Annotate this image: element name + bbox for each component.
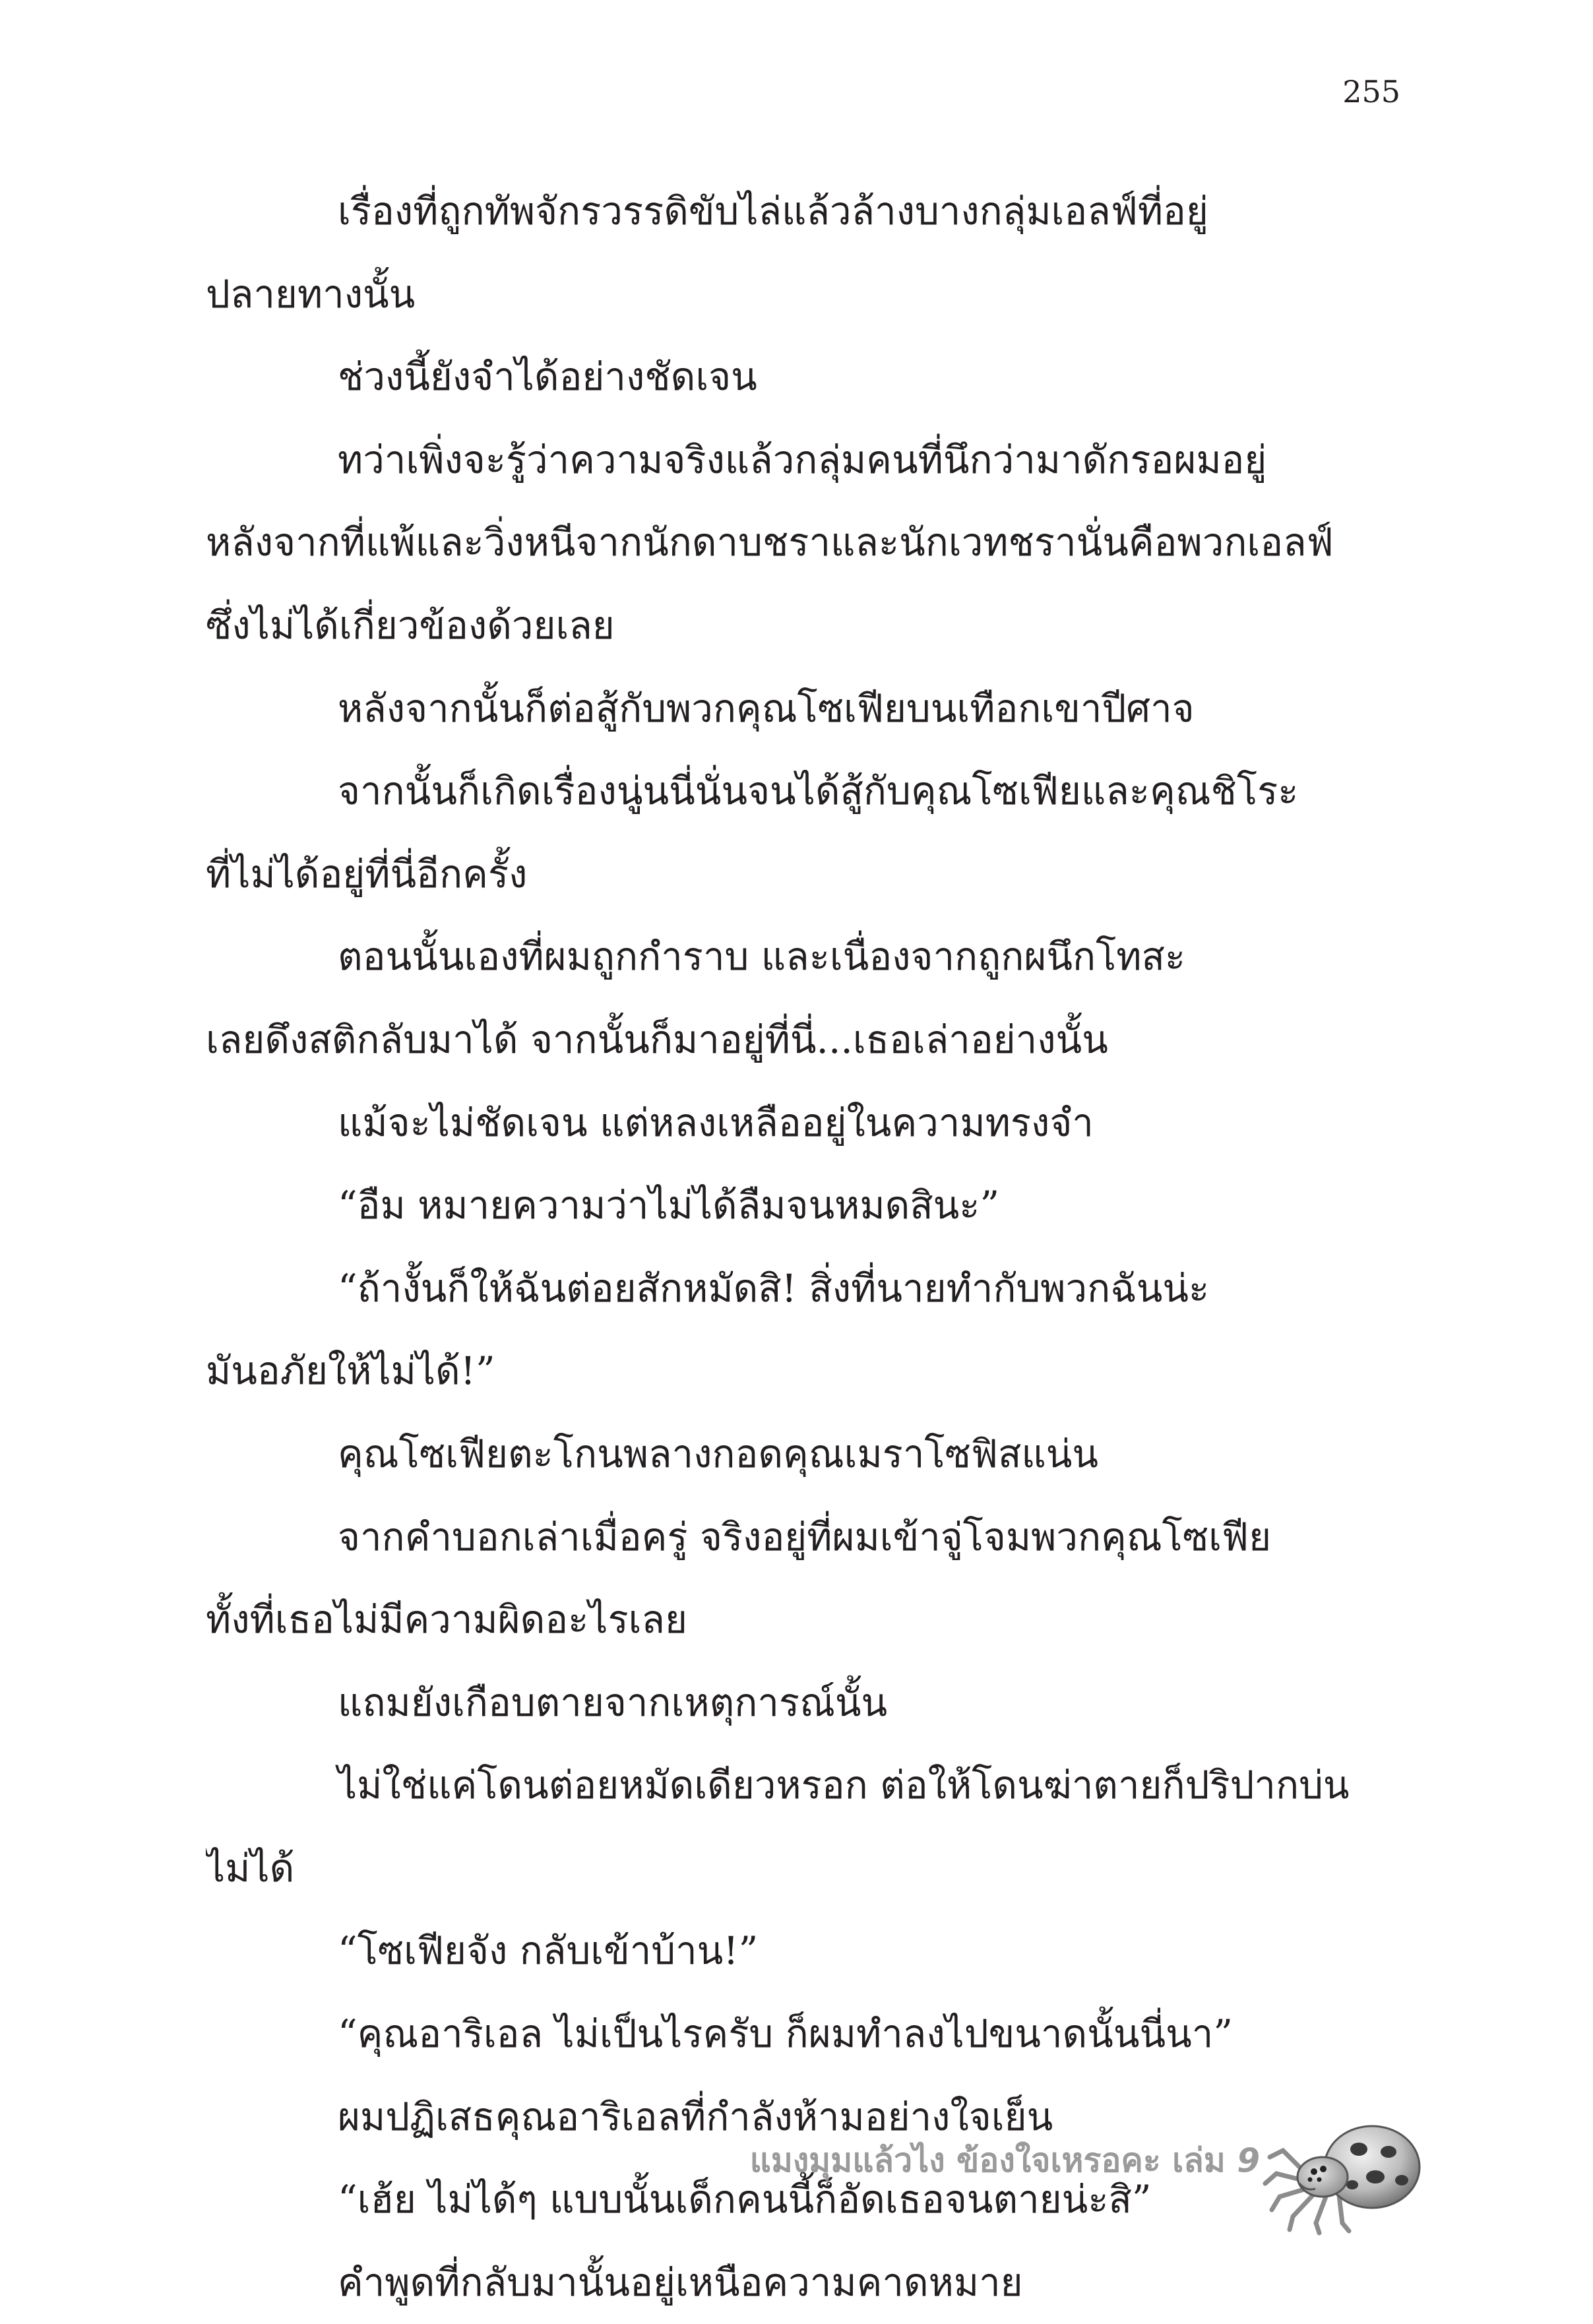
text-line: ไม่ได้ xyxy=(206,1845,295,1891)
volume-number: 9 xyxy=(1237,2141,1260,2180)
text-line: เลยดึงสติกลับมาได้ จากนั้นก็มาอยู่ที่นี่...เธอเล่าอย่างนั้น xyxy=(206,1017,1108,1062)
body-text xyxy=(206,170,1393,2324)
text-line: เรื่องที่ถูกทัพจักรวรรดิขับไล่แล้วล้างบางกลุ่มเอลฟ์ที่อยู่ xyxy=(338,189,1208,234)
text-line: แถมยังเกือบตายจากเหตุการณ์นั้น xyxy=(338,1680,888,1725)
text-line: “โซเฟียจัง กลับเข้าบ้าน!” xyxy=(338,1928,759,1974)
text-line: คุณโซเฟียตะโกนพลางกอดคุณเมราโซฟิสแน่น xyxy=(338,1431,1099,1476)
text-line: ทั้งที่เธอไม่มีความผิดอะไรเลย xyxy=(206,1597,687,1643)
text-line: แม้จะไม่ชัดเจน แต่หลงเหลืออยู่ในความทรงจำ xyxy=(338,1100,1094,1145)
text-line: หลังจากที่แพ้และวิ่งหนีจากนักดาบชราและนักเวทชรานั่นคือพวกเอลฟ์ xyxy=(206,520,1334,565)
text-line: จากนั้นก็เกิดเรื่องนู่นนี่นั่นจนได้สู้กับคุณโซเฟียและคุณชิโระ xyxy=(338,769,1299,814)
text-line: คำพูดที่กลับมานั้นอยู่เหนือความคาดหมาย xyxy=(338,2259,1023,2305)
text-line: “เฮ้ย ไม่ได้ๆ แบบนั้นเด็กคนนี้ก็อัดเธอจนตายน่ะสิ” xyxy=(338,2177,1152,2222)
text-line: ทว่าเพิ่งจะรู้ว่าความจริงแล้วกลุ่มคนที่นึกว่ามาดักรอผมอยู่ xyxy=(338,437,1267,482)
text-line: ตอนนั้นเองที่ผมถูกกำราบ และเนื่องจากถูกผนึกโทสะ xyxy=(338,934,1186,980)
series-title-text: แมงมุมแล้วไง ข้องใจเหรอคะ เล่ม xyxy=(749,2141,1226,2180)
text-line: ที่ไม่ได้อยู่ที่นี่อีกครั้ง xyxy=(206,851,528,896)
text-line: หลังจากนั้นก็ต่อสู้กับพวกคุณโซเฟียบนเทือกเขาปีศาจ xyxy=(338,685,1195,731)
series-title xyxy=(750,2135,1260,2187)
page-number: 255 xyxy=(1342,74,1400,110)
text-line: ผมปฏิเสธคุณอาริเอลที่กำลังห้ามอย่างใจเย็น xyxy=(338,2094,1053,2139)
text-line: ซึ่งไม่ได้เกี่ยวข้องด้วยเลย xyxy=(206,602,615,648)
text-line: ไม่ใช่แค่โดนต่อยหมัดเดียวหรอก ต่อให้โดนฆ่าตายก็ปริปากบ่น xyxy=(338,1763,1350,1808)
text-line: มันอภัยให้ไม่ได้!” xyxy=(206,1348,495,1394)
page-footer xyxy=(0,2111,1593,2243)
text-line: “อืม หมายความว่าไม่ได้ลืมจนหมดสินะ” xyxy=(338,1183,1000,1228)
spider-mascot-icon xyxy=(1260,2111,1425,2236)
text-line: “ถ้างั้นก็ให้ฉันต่อยสักหมัดสิ! สิ่งที่นายทำกับพวกฉันน่ะ xyxy=(338,1265,1210,1311)
text-line: ปลายทางนั้น xyxy=(206,271,416,317)
text-line: “คุณอาริเอล ไม่เป็นไรครับ ก็ผมทำลงไปขนาดนั้นนี่นา” xyxy=(338,2011,1233,2057)
text-line: จากคำบอกเล่าเมื่อครู่ จริงอยู่ที่ผมเข้าจู่โจมพวกคุณโซเฟีย xyxy=(338,1514,1272,1559)
text-line: ช่วงนี้ยังจำได้อย่างชัดเจน xyxy=(338,354,757,400)
